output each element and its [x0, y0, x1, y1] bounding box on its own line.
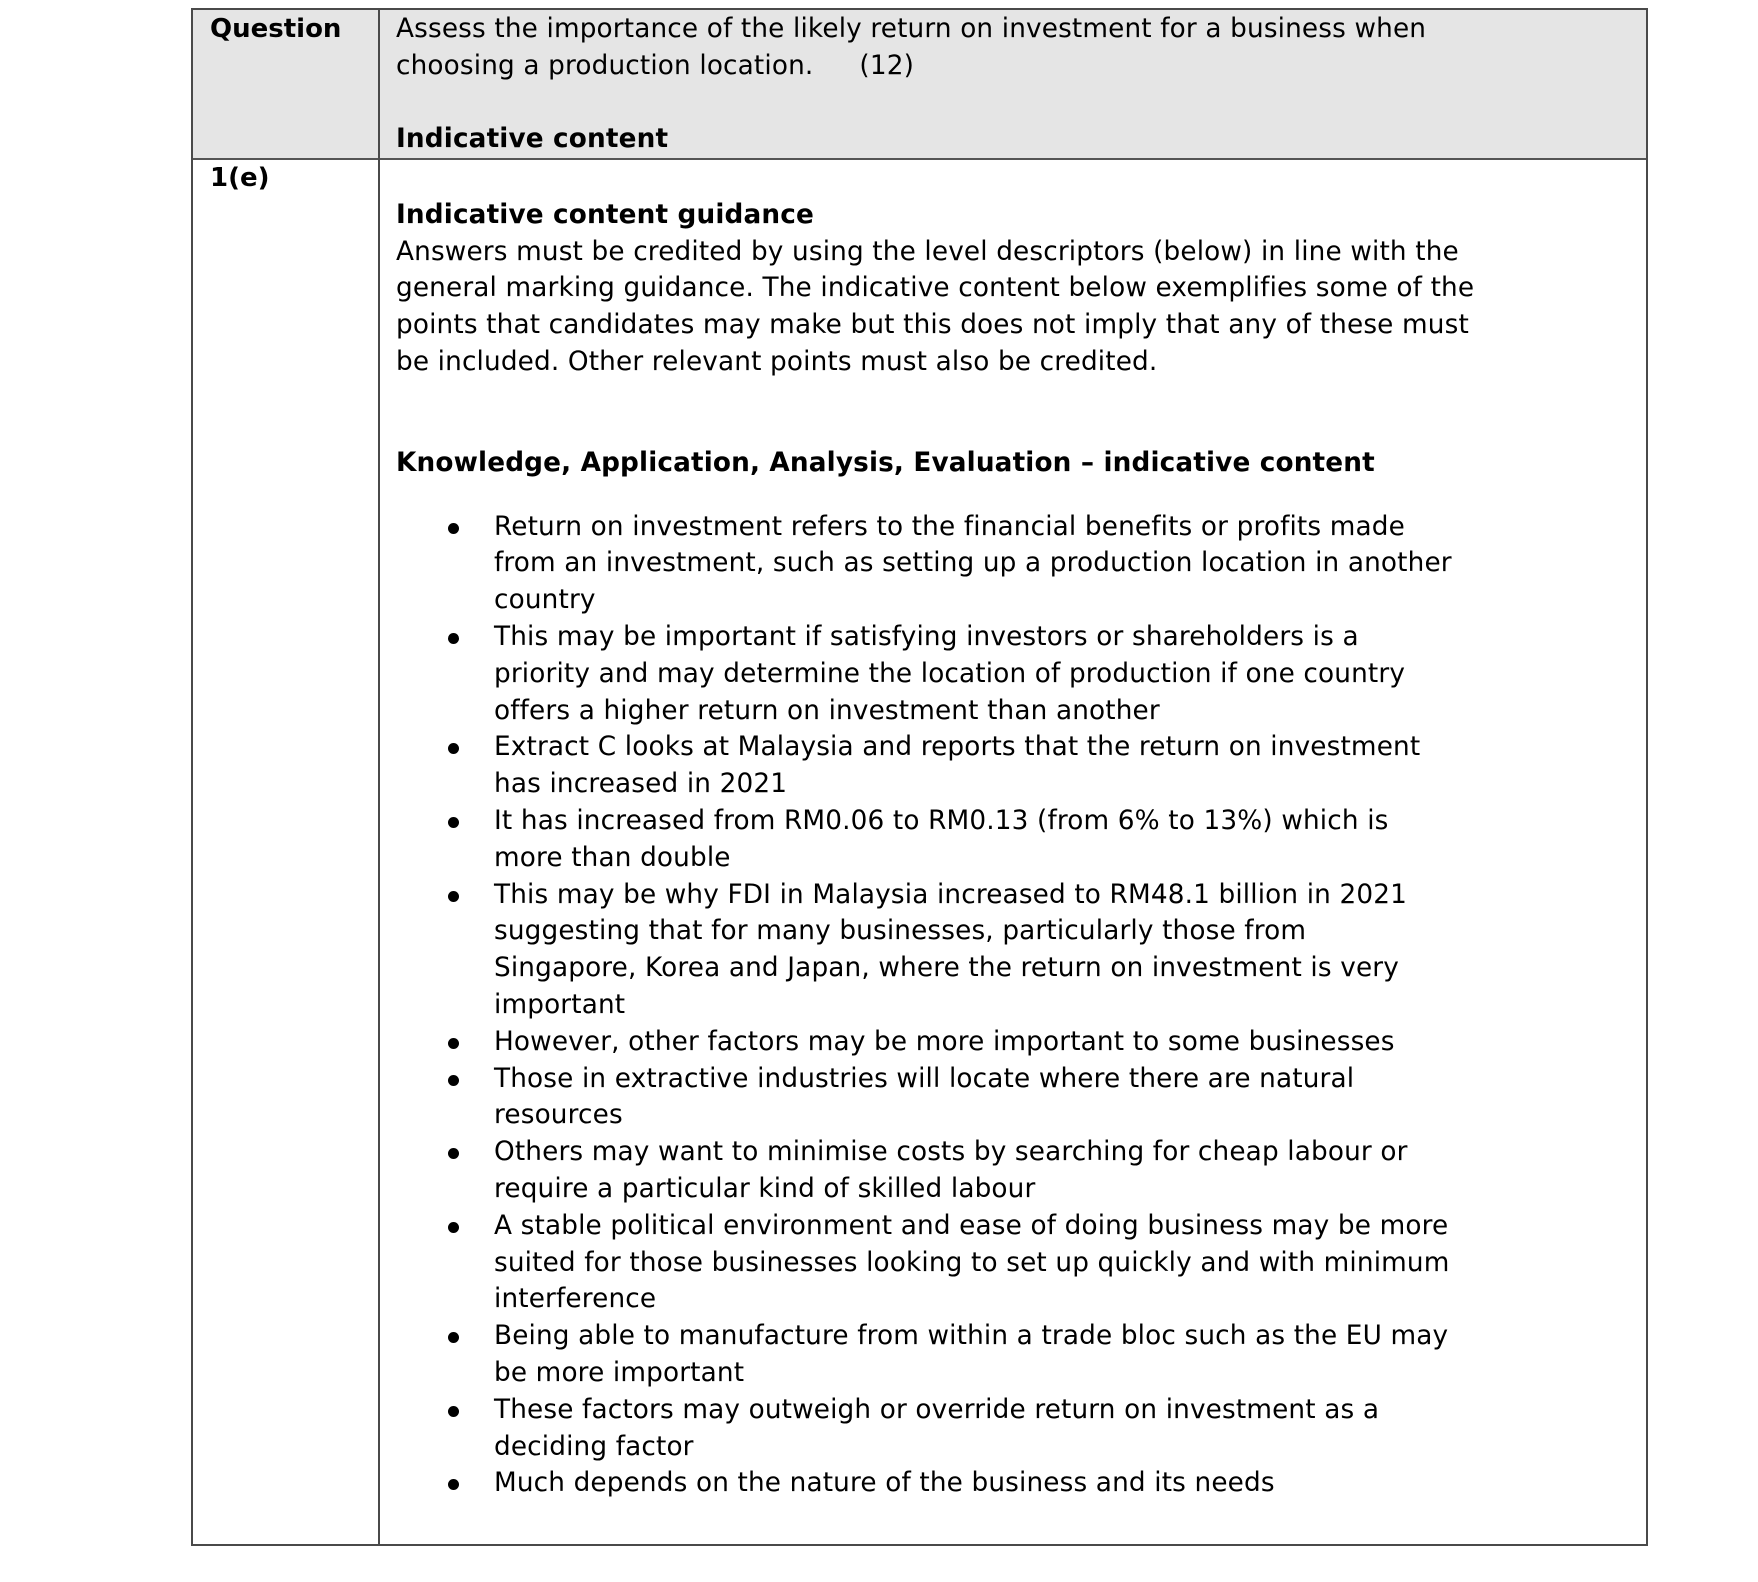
bullet-icon [448, 1222, 459, 1233]
question-text-line-2-text: choosing a production location. [396, 50, 814, 81]
indicative-point [396, 803, 1494, 877]
guidance-line: Answers must be credited by using the level descriptors (below) in line with the [396, 236, 1459, 267]
indicative-point [396, 1208, 1494, 1318]
indicative-point-line: Those in extractive industries will locate where there are natural [494, 1063, 1355, 1094]
indicative-point [396, 729, 1494, 803]
indicative-point-line: suggesting that for many businesses, particularly those from [494, 916, 1307, 947]
indicative-point-line: Others may want to minimise costs by searching for cheap labour or [494, 1137, 1408, 1168]
bullet-icon [448, 743, 459, 754]
indicative-point-line: However, other factors may be more important to some businesses [494, 1026, 1395, 1057]
indicative-point-line: Singapore, Korea and Japan, where the return on investment is very [494, 953, 1399, 984]
indicative-point-line: deciding factor [494, 1431, 694, 1462]
blank-line [396, 160, 1630, 197]
guidance-heading: Indicative content guidance [396, 199, 814, 230]
answer-row [193, 160, 1646, 1544]
indicative-point-line: more than double [494, 842, 731, 873]
indicative-point [396, 877, 1494, 1024]
question-text-line-2 [396, 48, 1630, 85]
indicative-point-line: country [494, 585, 596, 616]
blank-line [396, 85, 1630, 122]
guidance-line: be included. Other relevant points must also be credited. [396, 346, 1158, 377]
indicative-point [396, 1024, 1494, 1061]
bullet-icon [448, 1148, 459, 1159]
indicative-point-line: Being able to manufacture from within a trade bloc such as the EU may [494, 1321, 1449, 1352]
question-text-line-1: Assess the importance of the likely return on investment for a business when [396, 14, 1427, 44]
kaae-heading: Knowledge, Application, Analysis, Evaluation – indicative content [396, 447, 1375, 478]
indicative-point-line: important [494, 989, 626, 1020]
indicative-point-line: It has increased from RM0.06 to RM0.13 (from 6% to 13%) which is [494, 805, 1389, 836]
column-divider [378, 10, 380, 1544]
indicative-point-line: interference [494, 1284, 657, 1315]
bullet-icon [448, 633, 459, 644]
question-cell [396, 11, 1630, 158]
bullet-icon [448, 817, 459, 828]
indicative-point-line: has increased in 2021 [494, 769, 788, 800]
bullet-icon [448, 523, 459, 534]
indicative-point-line: This may be important if satisfying investors or shareholders is a [494, 621, 1359, 652]
indicative-point-line: These factors may outweigh or override return on investment as a [494, 1394, 1380, 1425]
indicative-point-line: suited for those businesses looking to set up quickly and with minimum [494, 1247, 1450, 1278]
marks-available: (12) [859, 50, 915, 81]
indicative-point-line: priority and may determine the location of production if one country [494, 658, 1406, 689]
indicative-point-line: resources [494, 1100, 623, 1131]
indicative-point [396, 1134, 1494, 1208]
bullet-icon [448, 1038, 459, 1049]
indicative-point-line: from an investment, such as setting up a production location in another [494, 548, 1452, 579]
answer-cell [396, 160, 1630, 1502]
indicative-point [396, 619, 1494, 729]
indicative-point-line: offers a higher return on investment than another [494, 695, 1160, 726]
indicative-point [396, 1465, 1494, 1502]
bullet-icon [448, 1332, 459, 1343]
indicative-points-list [396, 509, 1630, 1503]
indicative-point-line: Return on investment refers to the financial benefits or profits made [494, 511, 1405, 542]
indicative-point-line: A stable political environment and ease of doing business may be more [494, 1210, 1449, 1241]
question-number: 1(e) [210, 163, 270, 193]
question-label: Question [210, 14, 342, 44]
bullet-icon [448, 891, 459, 902]
indicative-point-line: Much depends on the nature of the business and its needs [494, 1468, 1275, 1499]
mark-scheme-table [191, 8, 1648, 1546]
guidance-line: points that candidates may make but this does not imply that any of these must [396, 310, 1469, 341]
indicative-point [396, 1392, 1494, 1466]
indicative-content-subheading: Indicative content [396, 124, 669, 155]
indicative-point-line: This may be why FDI in Malaysia increased to RM48.1 billion in 2021 [494, 879, 1408, 910]
question-header-row [193, 10, 1646, 160]
bullet-icon [448, 1479, 459, 1490]
indicative-point [396, 1061, 1494, 1135]
indicative-point-line: require a particular kind of skilled labour [494, 1173, 1036, 1204]
indicative-point [396, 1318, 1494, 1392]
guidance-line: general marking guidance. The indicative content below exemplifies some of the [396, 273, 1475, 304]
bullet-icon [448, 1406, 459, 1417]
indicative-point-line: be more important [494, 1357, 745, 1388]
indicative-point [396, 509, 1494, 619]
bullet-icon [448, 1075, 459, 1086]
indicative-point-line: Extract C looks at Malaysia and reports that the return on investment [494, 732, 1421, 763]
